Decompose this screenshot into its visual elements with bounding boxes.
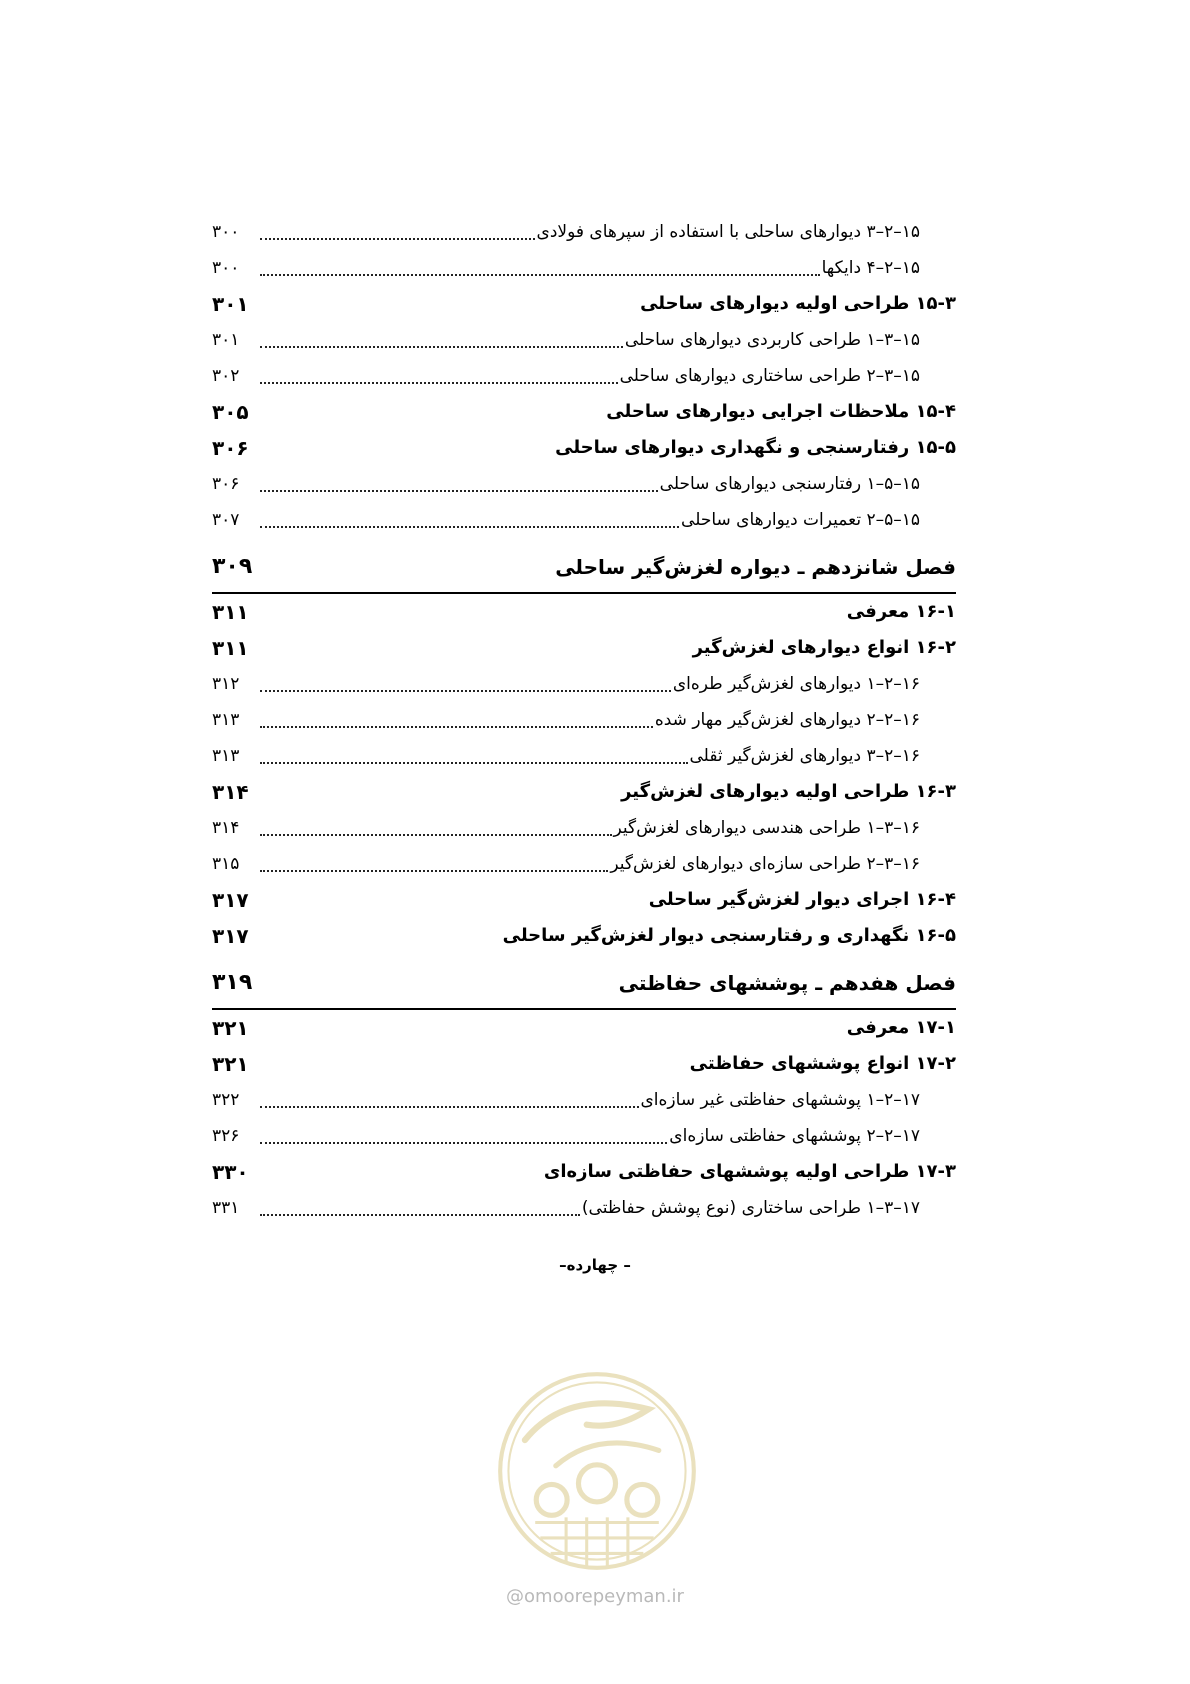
toc-entry-page-number: ۳۱۹ — [212, 970, 253, 995]
toc-entry-page-number: ۳۰۵ — [212, 400, 249, 424]
toc-entry-page-number: ۳۰۶ — [212, 474, 240, 494]
toc-subsection-entry — [212, 1118, 956, 1154]
toc-entry-title: ۱۵–۵–۲ تعمیرات دیوارهای ساحلی — [681, 510, 920, 530]
toc-section-entry — [212, 774, 956, 810]
toc-entry-title: ۱۵–۳–۲ طراحی ساختاری دیوارهای ساحلی — [619, 366, 920, 386]
toc-entry-page-number: ۳۲۶ — [212, 1126, 240, 1146]
toc-subsection-entry — [212, 846, 956, 882]
toc-entry-title: ۱۶-۲ انواع دیوارهای لغزش‌گیر — [692, 637, 956, 658]
toc-subsection-entry — [212, 358, 956, 394]
toc-subsection-entry — [212, 502, 956, 538]
toc-entry-title: ۱۷–۳–۱ طراحی ساختاری (نوع پوشش حفاظتی) — [581, 1198, 920, 1218]
toc-section-entry — [212, 594, 956, 630]
toc-section-entry — [212, 1154, 956, 1190]
toc-section-entry — [212, 286, 956, 322]
toc-section-entry — [212, 882, 956, 918]
toc-entry-title: ۱۶–۲–۱ دیوارهای لغزش‌گیر طره‌ای — [672, 674, 920, 694]
toc-entry-title: ۱۷-۱ معرفی — [846, 1017, 956, 1038]
toc-subsection-entry — [212, 1190, 956, 1226]
watermark-site-text: @omoorepeyman.ir — [506, 1586, 684, 1607]
toc-entry-page-number: ۳۱۴ — [212, 818, 240, 838]
toc-entry-page-number: ۳۰۲ — [212, 366, 240, 386]
toc-entry-page-number: ۳۰۷ — [212, 510, 240, 530]
toc-subsection-entry — [212, 666, 956, 702]
toc-entry-page-number: ۳۰۹ — [212, 554, 253, 579]
toc-section-entry — [212, 430, 956, 466]
toc-entry-title: ۱۵-۵ رفتارسنجی و نگهداری دیوارهای ساحلی — [555, 437, 956, 458]
toc-dot-leader — [260, 690, 671, 692]
toc-entry-title: ۱۷-۲ انواع پوششهای حفاظتی — [689, 1053, 956, 1074]
toc-entry-title: ۱۵–۵–۱ رفتارسنجی دیوارهای ساحلی — [659, 474, 920, 494]
toc-subsection-entry — [212, 466, 956, 502]
toc-dot-leader — [260, 1106, 639, 1108]
toc-entry-page-number: ۳۱۴ — [212, 780, 249, 804]
toc-subsection-entry — [212, 702, 956, 738]
toc-dot-leader — [260, 238, 535, 240]
toc-entry-page-number: ۳۳۰ — [212, 1160, 249, 1184]
toc-dot-leader — [260, 274, 820, 276]
toc-dot-leader — [260, 346, 623, 348]
toc-entry-page-number: ۳۱۳ — [212, 746, 240, 766]
toc-entry-title: ۱۶–۳–۲ طراحی سازه‌ای دیوارهای لغزش‌گیر — [610, 854, 920, 874]
toc-subsection-entry — [212, 322, 956, 358]
toc-entry-title: ۱۶-۱ معرفی — [846, 601, 956, 622]
page-number-footer: – چهارده– — [559, 1256, 631, 1274]
toc-entry-page-number: ۳۱۷ — [212, 888, 249, 912]
toc-entry-page-number: ۳۱۱ — [212, 600, 249, 624]
toc-subsection-entry — [212, 1082, 956, 1118]
toc-entry-page-number: ۳۱۷ — [212, 924, 249, 948]
toc-entry-page-number: ۳۳۱ — [212, 1198, 240, 1218]
toc-dot-leader — [260, 382, 618, 384]
table-of-contents — [212, 214, 956, 1226]
toc-dot-leader — [260, 1142, 667, 1144]
toc-subsection-entry — [212, 214, 956, 250]
toc-subsection-entry — [212, 810, 956, 846]
toc-dot-leader — [260, 490, 658, 492]
toc-section-entry — [212, 918, 956, 954]
toc-entry-title: ۱۶–۲–۳ دیوارهای لغزش‌گیر ثقلی — [689, 746, 920, 766]
toc-entry-title: ۱۵–۲–۳ دیوارهای ساحلی با استفاده از سپرهای فولادی — [536, 222, 920, 242]
toc-entry-page-number: ۳۰۰ — [212, 222, 240, 242]
toc-entry-page-number: ۳۲۱ — [212, 1052, 249, 1076]
toc-entry-page-number: ۳۰۱ — [212, 330, 240, 350]
toc-chapter-entry — [212, 958, 956, 1010]
toc-entry-title: ۱۵–۲–۴ دایکها — [821, 258, 920, 278]
toc-dot-leader — [260, 834, 612, 836]
toc-entry-title: ۱۵–۳–۱ طراحی کاربردی دیوارهای ساحلی — [624, 330, 920, 350]
toc-subsection-entry — [212, 738, 956, 774]
toc-entry-title: فصل شانزدهم ـ دیواره لغزش‌گیر ساحلی — [555, 555, 956, 579]
toc-entry-title: ۱۶-۵ نگهداری و رفتارسنجی دیوار لغزش‌گیر ساحلی — [502, 925, 956, 946]
toc-entry-page-number: ۳۰۰ — [212, 258, 240, 278]
toc-section-entry — [212, 394, 956, 430]
toc-entry-page-number: ۳۲۲ — [212, 1090, 240, 1110]
toc-subsection-entry — [212, 250, 956, 286]
toc-entry-title: ۱۵-۴ ملاحظات اجرایی دیوارهای ساحلی — [606, 401, 956, 422]
toc-entry-title: فصل هفدهم ـ پوششهای حفاظتی — [618, 971, 956, 995]
toc-entry-title: ۱۶–۲–۲ دیوارهای لغزش‌گیر مهار شده — [654, 710, 920, 730]
toc-entry-page-number: ۳۰۱ — [212, 292, 249, 316]
toc-dot-leader — [260, 526, 679, 528]
toc-dot-leader — [260, 1214, 580, 1216]
toc-entry-page-number: ۳۱۵ — [212, 854, 240, 874]
toc-entry-title: ۱۷–۲–۲ پوششهای حفاظتی سازه‌ای — [669, 1126, 920, 1146]
toc-dot-leader — [260, 762, 688, 764]
toc-entry-title: ۱۶-۴ اجرای دیوار لغزش‌گیر ساحلی — [648, 889, 956, 910]
toc-entry-title: ۱۵-۳ طراحی اولیه دیوارهای ساحلی — [640, 293, 956, 314]
toc-dot-leader — [260, 726, 653, 728]
toc-entry-page-number: ۳۰۶ — [212, 436, 249, 460]
toc-entry-page-number: ۳۱۱ — [212, 636, 249, 660]
toc-entry-title: ۱۷-۳ طراحی اولیه پوششهای حفاظتی سازه‌ای — [543, 1161, 956, 1182]
toc-entry-title: ۱۶-۳ طراحی اولیه دیوارهای لغزش‌گیر — [621, 781, 956, 802]
toc-section-entry — [212, 630, 956, 666]
toc-entry-page-number: ۳۱۲ — [212, 674, 240, 694]
toc-entry-title: ۱۶–۳–۱ طراحی هندسی دیوارهای لغزش‌گیر — [613, 818, 920, 838]
watermark-seal-icon — [494, 1368, 700, 1574]
toc-section-entry — [212, 1046, 956, 1082]
toc-entry-page-number: ۳۱۳ — [212, 710, 240, 730]
toc-section-entry — [212, 1010, 956, 1046]
toc-dot-leader — [260, 870, 608, 872]
toc-entry-page-number: ۳۲۱ — [212, 1016, 249, 1040]
toc-entry-title: ۱۷–۲–۱ پوششهای حفاظتی غیر سازه‌ای — [640, 1090, 920, 1110]
toc-chapter-entry — [212, 542, 956, 594]
